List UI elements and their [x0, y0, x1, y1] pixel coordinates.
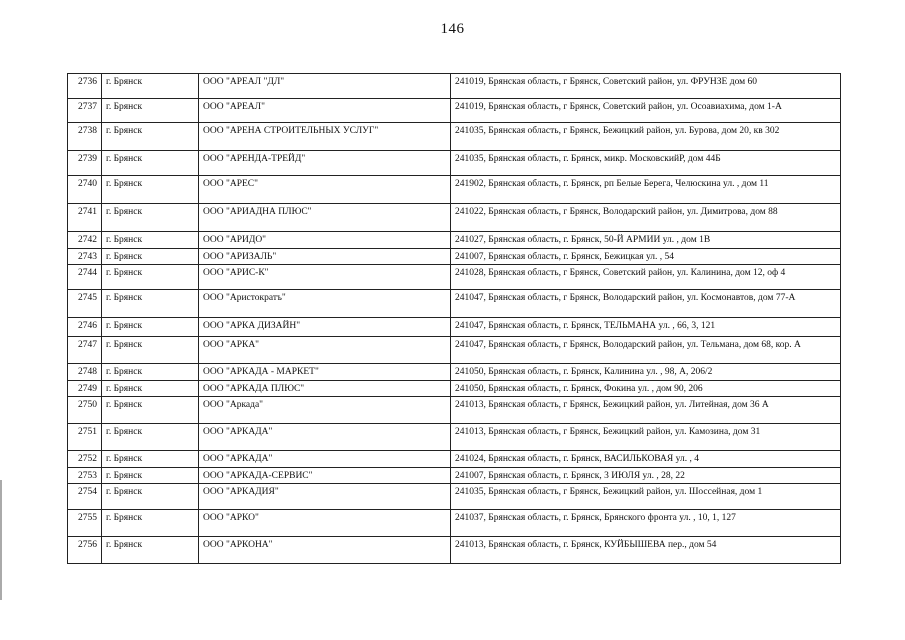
organization-cell: ООО "АРКАДА ПЛЮС"	[199, 381, 451, 397]
row-number: 2736	[68, 74, 102, 99]
table-row	[68, 318, 841, 337]
organization-cell: ООО "АРКА ДИЗАЙН"	[199, 318, 451, 337]
organization-cell: ООО "АРИДО"	[199, 232, 451, 249]
city-cell: г. Брянск	[102, 151, 199, 176]
registry-table	[67, 73, 841, 564]
address-cell: 241047, Брянская область, г. Брянск, ТЕЛЬМАНА ул. , 66, 3, 121	[451, 318, 841, 337]
row-number: 2746	[68, 318, 102, 337]
address-cell: 241035, Брянская область, г. Брянск, микр. МосковскийР, дом 44Б	[451, 151, 841, 176]
table-row	[68, 510, 841, 537]
table-row	[68, 484, 841, 510]
city-cell: г. Брянск	[102, 204, 199, 232]
registry-table-body	[68, 74, 841, 564]
row-number: 2745	[68, 290, 102, 318]
address-cell: 241027, Брянская область, г. Брянск, 50-Й АРМИИ ул. , дом 1В	[451, 232, 841, 249]
table-row	[68, 232, 841, 249]
city-cell: г. Брянск	[102, 232, 199, 249]
city-cell: г. Брянск	[102, 424, 199, 451]
row-number: 2750	[68, 397, 102, 424]
organization-cell: ООО "Аристократъ"	[199, 290, 451, 318]
table-row	[68, 468, 841, 484]
table-row	[68, 176, 841, 204]
row-number: 2756	[68, 537, 102, 564]
address-cell: 241013, Брянская область, г Брянск, Бежицкий район, ул. Камозина, дом 31	[451, 424, 841, 451]
table-row	[68, 151, 841, 176]
row-number: 2748	[68, 364, 102, 381]
city-cell: г. Брянск	[102, 381, 199, 397]
city-cell: г. Брянск	[102, 318, 199, 337]
city-cell: г. Брянск	[102, 123, 199, 151]
table-row	[68, 290, 841, 318]
table-row	[68, 364, 841, 381]
address-cell: 241047, Брянская область, г Брянск, Володарский район, ул. Тельмана, дом 68, кор. А	[451, 337, 841, 364]
organization-cell: ООО "АРКА"	[199, 337, 451, 364]
organization-cell: ООО "Аркада"	[199, 397, 451, 424]
address-cell: 241035, Брянская область, г Брянск, Бежицкий район, ул. Бурова, дом 20, кв 302	[451, 123, 841, 151]
table-row	[68, 337, 841, 364]
table-row	[68, 99, 841, 123]
organization-cell: ООО "АРКАДА"	[199, 424, 451, 451]
city-cell: г. Брянск	[102, 364, 199, 381]
organization-cell: ООО "АРЕНДА-ТРЕЙД"	[199, 151, 451, 176]
row-number: 2743	[68, 249, 102, 265]
row-number: 2737	[68, 99, 102, 123]
address-cell: 241037, Брянская область, г. Брянск, Брянского фронта ул. , 10, 1, 127	[451, 510, 841, 537]
city-cell: г. Брянск	[102, 510, 199, 537]
organization-cell: ООО "АРИС-К"	[199, 265, 451, 290]
address-cell: 241047, Брянская область, г Брянск, Володарский район, ул. Космонавтов, дом 77-А	[451, 290, 841, 318]
row-number: 2747	[68, 337, 102, 364]
address-cell: 241019, Брянская область, г Брянск, Советский район, ул. ФРУНЗЕ дом 60	[451, 74, 841, 99]
city-cell: г. Брянск	[102, 74, 199, 99]
table-row	[68, 451, 841, 468]
organization-cell: ООО "АРЕС"	[199, 176, 451, 204]
organization-cell: ООО "АРИАДНА ПЛЮС"	[199, 204, 451, 232]
row-number: 2740	[68, 176, 102, 204]
address-cell: 241007, Брянская область, г. Брянск, 3 ИЮЛЯ ул. , 28, 22	[451, 468, 841, 484]
table-row	[68, 204, 841, 232]
table-row	[68, 381, 841, 397]
row-number: 2744	[68, 265, 102, 290]
table-row	[68, 537, 841, 564]
organization-cell: ООО "АРКАДА - МАРКЕТ"	[199, 364, 451, 381]
address-cell: 241022, Брянская область, г Брянск, Володарский район, ул. Димитрова, дом 88	[451, 204, 841, 232]
row-number: 2754	[68, 484, 102, 510]
organization-cell: ООО "АРИЗАЛЬ"	[199, 249, 451, 265]
city-cell: г. Брянск	[102, 249, 199, 265]
page-number: 146	[440, 21, 465, 37]
scan-margin-mark	[0, 480, 2, 600]
row-number: 2739	[68, 151, 102, 176]
city-cell: г. Брянск	[102, 176, 199, 204]
organization-cell: ООО "АРКАДА-СЕРВИС"	[199, 468, 451, 484]
address-cell: 241007, Брянская область, г. Брянск, Бежицкая ул. , 54	[451, 249, 841, 265]
table-row	[68, 265, 841, 290]
address-cell: 241050, Брянская область, г. Брянск, Калинина ул. , 98, А, 206/2	[451, 364, 841, 381]
table-row	[68, 424, 841, 451]
city-cell: г. Брянск	[102, 99, 199, 123]
city-cell: г. Брянск	[102, 451, 199, 468]
address-cell: 241019, Брянская область, г Брянск, Советский район, ул. Осоавиахима, дом 1-А	[451, 99, 841, 123]
row-number: 2749	[68, 381, 102, 397]
address-cell: 241035, Брянская область, г Брянск, Бежицкий район, ул. Шоссейная, дом 1	[451, 484, 841, 510]
organization-cell: ООО "АРКО"	[199, 510, 451, 537]
row-number: 2755	[68, 510, 102, 537]
city-cell: г. Брянск	[102, 468, 199, 484]
table-row	[68, 74, 841, 99]
city-cell: г. Брянск	[102, 265, 199, 290]
organization-cell: ООО "АРКАДА"	[199, 451, 451, 468]
address-cell: 241050, Брянская область, г. Брянск, Фокина ул. , дом 90, 206	[451, 381, 841, 397]
organization-cell: ООО "АРЕНА СТРОИТЕЛЬНЫХ УСЛУГ"	[199, 123, 451, 151]
row-number: 2738	[68, 123, 102, 151]
table-row	[68, 249, 841, 265]
city-cell: г. Брянск	[102, 397, 199, 424]
row-number: 2752	[68, 451, 102, 468]
address-cell: 241028, Брянская область, г Брянск, Советский район, ул. Калинина, дом 12, оф 4	[451, 265, 841, 290]
organization-cell: ООО "АРЕАЛ "ДЛ"	[199, 74, 451, 99]
address-cell: 241013, Брянская область, г. Брянск, КУЙБЫШЕВА пер., дом 54	[451, 537, 841, 564]
city-cell: г. Брянск	[102, 484, 199, 510]
organization-cell: ООО "АРЕАЛ"	[199, 99, 451, 123]
address-cell: 241024, Брянская область, г. Брянск, ВАСИЛЬКОВАЯ ул. , 4	[451, 451, 841, 468]
city-cell: г. Брянск	[102, 290, 199, 318]
row-number: 2742	[68, 232, 102, 249]
organization-cell: ООО "АРКОНА"	[199, 537, 451, 564]
row-number: 2753	[68, 468, 102, 484]
address-cell: 241013, Брянская область, г Брянск, Бежицкий район, ул. Литейная, дом 36 А	[451, 397, 841, 424]
row-number: 2751	[68, 424, 102, 451]
organization-cell: ООО "АРКАДИЯ"	[199, 484, 451, 510]
city-cell: г. Брянск	[102, 337, 199, 364]
table-row	[68, 397, 841, 424]
table-row	[68, 123, 841, 151]
row-number: 2741	[68, 204, 102, 232]
city-cell: г. Брянск	[102, 537, 199, 564]
address-cell: 241902, Брянская область, г. Брянск, рп Белые Берега, Челюскина ул. , дом 11	[451, 176, 841, 204]
